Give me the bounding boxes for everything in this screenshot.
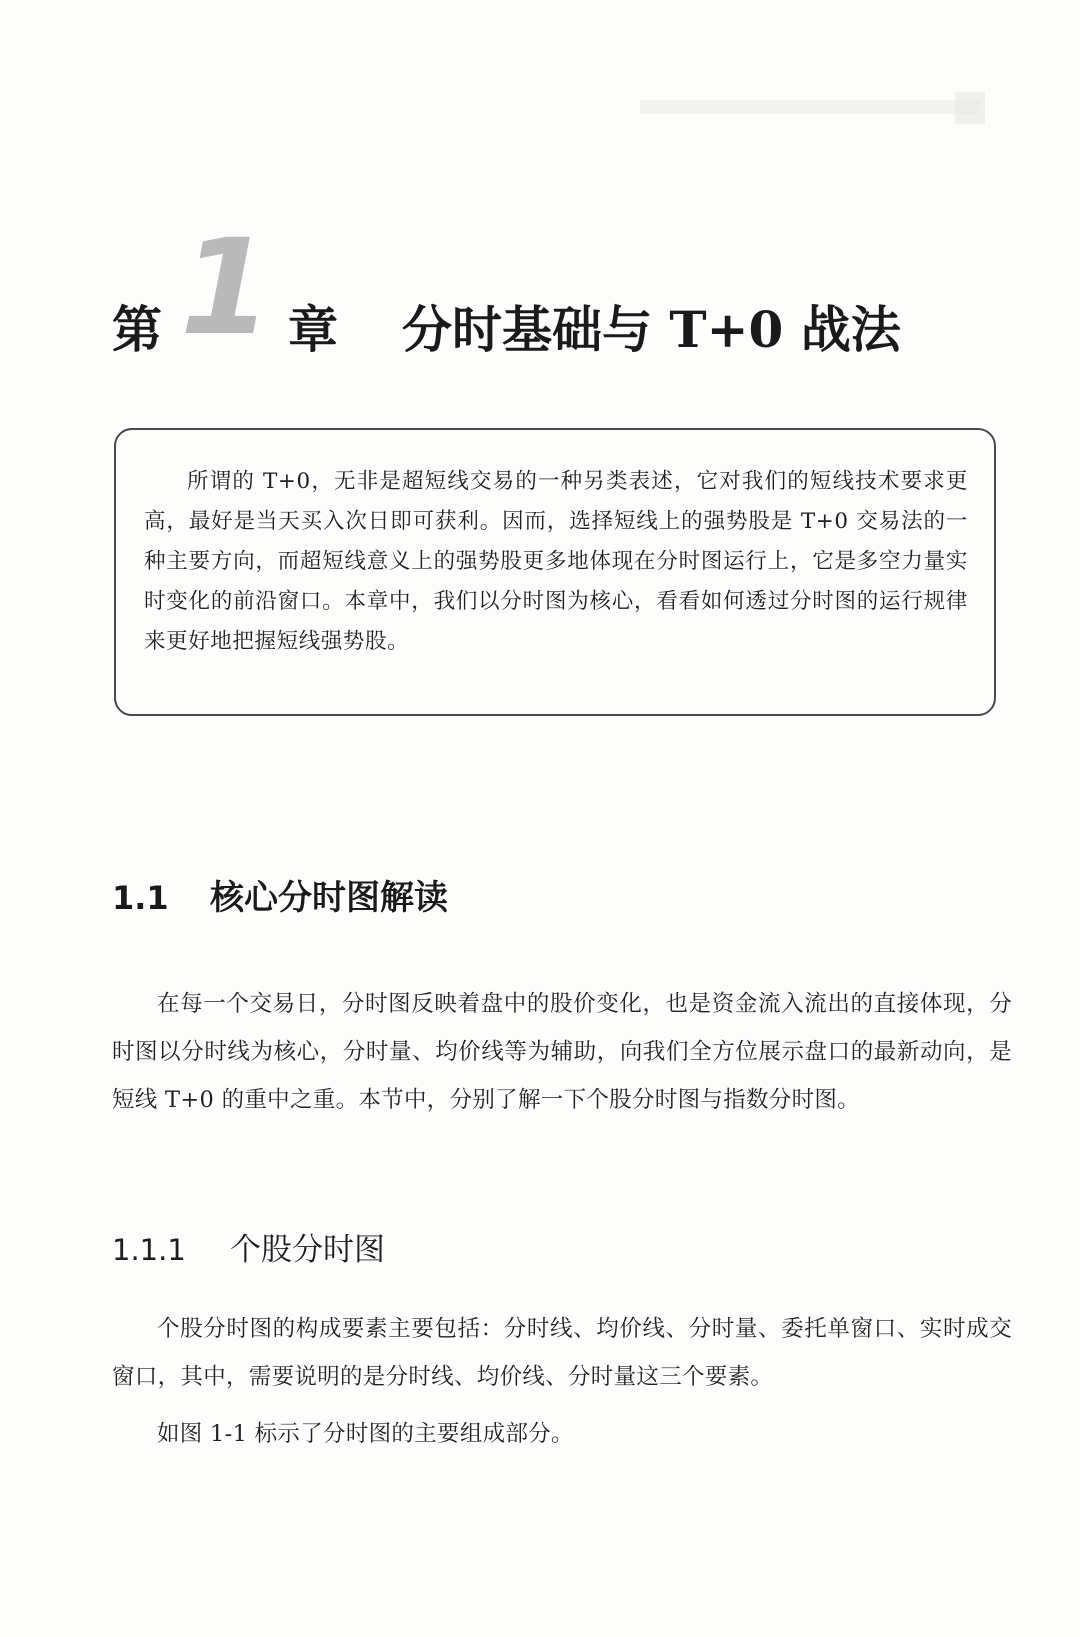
scan-artifact (640, 100, 980, 114)
section-title: 核心分时图解读 (210, 878, 448, 918)
section-heading (112, 870, 448, 919)
chapter-number: 1 (180, 211, 272, 365)
chapter-suffix: 章 (288, 300, 338, 359)
section-intro-paragraph: 在每一个交易日，分时图反映着盘中的股价变化，也是资金流入流出的直接体现，分时图以分时线为核心，分时量、均价线等为辅助，向我们全方位展示盘口的最新动向，是短线 T+0 的重中之重。本节中，分别了解一下个股分时图与指数分时图。 (112, 991, 1012, 1113)
section-number: 1.1 (112, 879, 169, 917)
subsection-paragraph-2: 如图 1-1 标示了分时图的主要组成部分。 (157, 1421, 574, 1447)
subsection-number: 1.1.1 (112, 1233, 186, 1267)
chapter-prefix: 第 (112, 300, 162, 359)
chapter-abstract-text: 所谓的 T+0，无非是超短线交易的一种另类表述，它对我们的短线技术要求更高，最好是当天买入次日即可获利。因而，选择短线上的强势股是 T+0 交易法的一种主要方向，而超短线意义上的强势股更多地体现在分时图运行上，它是多空力量实时变化的前沿窗口。本章中，我们以分时图为核心，看看如何透过分时图的运行规律来更好地把握短线强势股。 (144, 469, 968, 654)
subsection-heading (112, 1224, 385, 1269)
subsection-title: 个股分时图 (230, 1232, 385, 1268)
chapter-heading (112, 211, 972, 365)
scan-artifact (955, 92, 985, 124)
chapter-abstract-box (114, 428, 996, 716)
subsection-paragraph-1: 个股分时图的构成要素主要包括：分时线、均价线、分时量、委托单窗口、实时成交窗口，其中，需要说明的是分时线、均价线、分时量这三个要素。 (112, 1316, 1012, 1390)
chapter-title: 分时基础与 T+0 战法 (402, 300, 901, 359)
